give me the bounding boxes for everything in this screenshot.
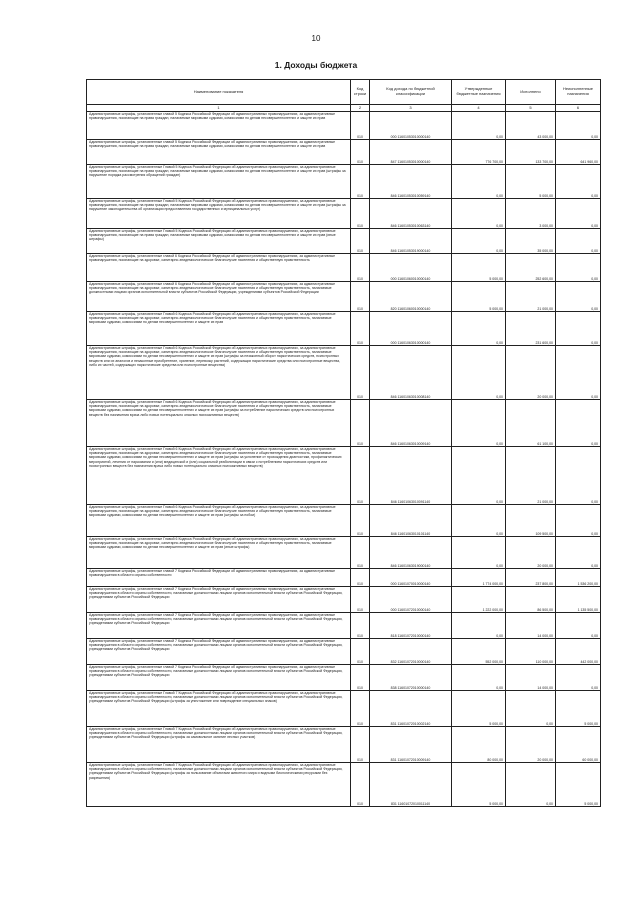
row-unexecuted: 1 135 500,00 (556, 587, 601, 613)
row-unexecuted: 0,00 (556, 537, 601, 569)
row-line-code: 010 (351, 763, 370, 807)
section-title: 1. Доходы бюджета (274, 60, 358, 70)
row-line-code: 010 (351, 199, 370, 229)
header-line-code: Код строки (351, 80, 370, 105)
row-approved: 0,00 (452, 537, 506, 569)
table-row (87, 400, 601, 447)
row-approved: 0,00 (452, 447, 506, 505)
row-line-code: 010 (351, 165, 370, 199)
row-income-code: 831 11601072010002140 (370, 691, 452, 727)
row-approved: 0,00 (452, 199, 506, 229)
row-executed: 20 000,00 (506, 346, 556, 400)
row-income-code: 846 11601063010101140 (370, 505, 452, 537)
row-line-code: 010 (351, 346, 370, 400)
row-unexecuted: 442 000,00 (556, 639, 601, 665)
row-approved: 5 000,00 (452, 763, 506, 807)
column-number: 3 (370, 105, 452, 112)
row-name: Административные штрафы, установленные главой 6 Кодекса Российской Федерации об административных правонарушениях, за административные правонарушения, посягающие на здоровье, санитарно-эпидемиологическое благополучие населения и общественную нравственность (87, 254, 351, 282)
row-name: Административные штрафы, установленные Главой 5 Кодекса Российской Федерации об административных правонарушениях, за административные правонарушения, посягающие на права граждан, налагаемые мировыми судьями, комиссиями по делам несовершеннолетних и защите их прав (штрафы за нарушение порядка рассмотрения обращений граждан) (87, 165, 351, 199)
row-income-code: 000 11601070010000140 (370, 569, 452, 587)
row-executed: 20 000,00 (506, 727, 556, 763)
row-approved: 1 222 000,00 (452, 587, 506, 613)
row-unexecuted: 0,00 (556, 199, 601, 229)
row-unexecuted: 641 960,00 (556, 140, 601, 165)
row-executed: 231 600,00 (506, 312, 556, 346)
row-line-code: 010 (351, 537, 370, 569)
row-name: Административные штрафы, установленные Главой 7 Кодекса Российской Федерации об административных правонарушениях, за административные правонарушения в области охраны собственности, налагаемые должностными лицами органов исполнительной власти субъектов Российской Федерации, учреждениями субъектов Российской Федерации (штрафы за самовольное занятие лесных участков) (87, 727, 351, 763)
row-approved: 0,00 (452, 165, 506, 199)
row-income-code: 846 11601053019000140 (370, 229, 452, 254)
row-approved: 0,00 (452, 400, 506, 447)
row-unexecuted: 0,00 (556, 282, 601, 312)
row-approved: 80 000,00 (452, 727, 506, 763)
row-approved: 0,00 (452, 613, 506, 639)
row-approved: 0,00 (452, 229, 506, 254)
row-line-code: 010 (351, 229, 370, 254)
row-name: Административные штрафы, установленные Главой 6 Кодекса Российской Федерации об административных правонарушениях, за административные правонарушения, посягающие на здоровье, санитарно-эпидемиологическое благополучие населения и общественную нравственность, налагаемые мировыми судьями, комиссиями по делам несовершеннолетних и защите их прав (штрафы за незаконный оборот наркотических средств, психотропных веществ или их аналогов и незаконные приобретение, хранение, перевозку растений, содержащих наркотические средства или психотропные вещества, либо их частей, содержащих наркотические средства или психотропные вещества) (87, 346, 351, 400)
row-executed: 133 700,00 (506, 140, 556, 165)
row-name: Административные штрафы, установленные Главой 6 Кодекса Российской Федерации об административных правонарушениях, за административные правонарушения, посягающие на здоровье, санитарно-эпидемиологическое благополучие населения и общественную нравственность, налагаемые мировыми судьями, комиссиями по делам несовершеннолетних и защите их прав (иные штрафы) (87, 537, 351, 569)
row-approved: 0,00 (452, 665, 506, 691)
table-row (87, 569, 601, 587)
row-unexecuted: 0,00 (556, 112, 601, 140)
header-name: Наименование показателя (87, 80, 351, 105)
header-approved: Утвержденные бюджетные назначения (452, 80, 506, 105)
table-row (87, 763, 601, 807)
row-income-code: 846 11601053010059140 (370, 165, 452, 199)
row-name: Административные штрафы, установленные Главой 5 Кодекса Российской Федерации об административных правонарушениях, за административные правонарушения, посягающие на права граждан, налагаемые мировыми судьями, комиссиями по делам несовершеннолетних и защите их прав (иные штрафы) (87, 229, 351, 254)
row-income-code: 831 11601072010009140 (370, 727, 452, 763)
header-unexecuted: Неисполненные назначения (556, 80, 601, 105)
table-row (87, 447, 601, 505)
table-row (87, 727, 601, 763)
row-name: Административные штрафы, установленные Главой 6 Кодекса Российской Федерации об административных правонарушениях, за административные правонарушения, посягающие на здоровье, санитарно-эпидемиологическое благополучие населения и общественную нравственность, налагаемые мировыми судьями, комиссиями по делам несовершеннолетних и защите их прав (штрафы за уклонение от прохождения диагностики, профилактических мероприятий, лечения от наркомании и (или) медицинской и (или) социальной реабилитации в связи с потреблением наркотических средств или психотропных веществ без назначения врача либо новых потенциально опасных психоактивных веществ) (87, 447, 351, 505)
row-line-code: 010 (351, 665, 370, 691)
row-executed: 21 000,00 (506, 447, 556, 505)
row-income-code: 818 11601072010000140 (370, 613, 452, 639)
revenue-table (86, 79, 601, 807)
row-line-code: 010 (351, 639, 370, 665)
row-line-code: 010 (351, 254, 370, 282)
header-executed: Исполнено (506, 80, 556, 105)
row-executed: 14 000,00 (506, 665, 556, 691)
row-line-code: 010 (351, 112, 370, 140)
column-number: 2 (351, 105, 370, 112)
table-body (87, 112, 601, 807)
row-approved: 776 700,00 (452, 140, 506, 165)
column-number: 1 (87, 105, 351, 112)
table-row (87, 587, 601, 613)
row-line-code: 010 (351, 727, 370, 763)
row-income-code: 838 11601072010000140 (370, 665, 452, 691)
row-executed: 35 000,00 (506, 229, 556, 254)
row-income-code: 000 11601060010000140 (370, 254, 452, 282)
row-approved: 5 000,00 (452, 282, 506, 312)
row-name: Административные штрафы, установленные Главой 7 Кодекса Российской Федерации об административных правонарушениях, за административные правонарушения в области охраны собственности, налагаемые должностными лицами органов исполнительной власти субъектов Российской Федерации, учреждениями субъектов Российской Федерации (штрафы за уничтожение или повреждение специальных знаков) (87, 691, 351, 727)
table-row (87, 229, 601, 254)
row-approved: 0,00 (452, 346, 506, 400)
row-executed: 109 500,00 (506, 505, 556, 537)
row-executed: 237 800,00 (506, 569, 556, 587)
row-unexecuted: 0,00 (556, 229, 601, 254)
table-row (87, 613, 601, 639)
column-number: 4 (452, 105, 506, 112)
row-line-code: 010 (351, 282, 370, 312)
row-line-code: 010 (351, 505, 370, 537)
table-row (87, 505, 601, 537)
row-line-code: 010 (351, 691, 370, 727)
table-row (87, 639, 601, 665)
table-row (87, 346, 601, 400)
row-name: Административные штрафы, установленные Главой 6 Кодекса Российской Федерации об административных правонарушениях, за административные правонарушения, посягающие на здоровье, санитарно-эпидемиологическое благополучие населения и общественную нравственность, налагаемые мировыми судьями, комиссиями по делам несовершеннолетних и защите их прав (штрафы за побои) (87, 505, 351, 537)
row-line-code: 010 (351, 587, 370, 613)
row-unexecuted: 0,00 (556, 346, 601, 400)
table-row (87, 254, 601, 282)
row-name: Административные штрафы, установленные главой 7 Кодекса Российской Федерации об административных правонарушениях, за административные правонарушения в области охраны собственности, налагаемые должностными лицами органов исполнительной власти субъектов Российской Федерации, учреждениями субъектов Российской Федерации (87, 613, 351, 639)
column-number: 6 (556, 105, 601, 112)
table-row (87, 140, 601, 165)
table-row (87, 112, 601, 140)
row-unexecuted: 0,00 (556, 505, 601, 537)
row-unexecuted: 0,00 (556, 665, 601, 691)
row-name: Административные штрафы, установленные Главой 7 Кодекса Российской Федерации об административных правонарушениях, за административные правонарушения в области охраны собственности, налагаемые должностными лицами органов исполнительной власти субъектов Российской Федерации, учреждениями субъектов Российской Федерации (штрафы за пользование объектами животного мира и водными биологическими ресурсами без разрешения) (87, 763, 351, 807)
row-unexecuted: 0,00 (556, 613, 601, 639)
row-income-code: 832 11601072010000140 (370, 639, 452, 665)
row-income-code: 846 11601063010008140 (370, 346, 452, 400)
row-name: Административные штрафы, установленные Главой 6 Кодекса Российской Федерации об административных правонарушениях, за административные правонарушения, посягающие на здоровье, санитарно-эпидемиологическое благополучие населения и общественную нравственность, налагаемые мировыми судьями, комиссиями по делам несовершеннолетних и защите их прав (штрафы за потребление наркотических средств или психотропных веществ без назначения врача либо новых потенциально опасных психоактивных веществ) (87, 400, 351, 447)
row-name: Административные штрафы, установленные главой 7 Кодекса Российской Федерации об административных правонарушениях, за административные правонарушения в области охраны собственности, налагаемые должностными лицами органов исполнительной власти субъектов Российской Федерации, учреждениями субъектов Российской Федерации (87, 639, 351, 665)
page-number: 10 (311, 34, 321, 43)
table-row (87, 537, 601, 569)
row-name: Административные штрафы, установленные главой 7 Кодекса Российской Федерации об административных правонарушениях, за административные правонарушения в области охраны собственности, налагаемые должностными лицами органов исполнительной власти субъектов Российской Федерации, учреждениями субъектов Российской Федерации (87, 587, 351, 613)
row-unexecuted: 5 000,00 (556, 691, 601, 727)
row-income-code: 846 11601053010063140 (370, 199, 452, 229)
row-executed: 252 600,00 (506, 254, 556, 282)
row-line-code: 010 (351, 140, 370, 165)
column-number-row (87, 105, 601, 112)
row-name: Административные штрафы, установленные главой 5 Кодекса Российской Федерации об административных правонарушениях, за административные правонарушения, посягающие на права граждан, налагаемые мировыми судьями, комиссиями по делам несовершеннолетних и защите их прав (87, 140, 351, 165)
row-executed: 3 000,00 (506, 199, 556, 229)
row-income-code: 847 11601053010000140 (370, 140, 452, 165)
row-income-code: 000 11601053010000140 (370, 112, 452, 140)
row-line-code: 010 (351, 400, 370, 447)
row-executed: 61 100,00 (506, 400, 556, 447)
row-executed: 110 000,00 (506, 639, 556, 665)
row-income-code: 000 11601072010000140 (370, 587, 452, 613)
row-unexecuted: 0,00 (556, 254, 601, 282)
row-name: Административные штрафы, установленные главой 6 Кодекса Российской Федерации об административных правонарушениях, за административные правонарушения, посягающие на здоровье, санитарно-эпидемиологическое благополучие населения и общественную нравственность, налагаемые должностными лицами органов исполнительной власти субъектов Российской Федерации, учреждениями субъектов Российской Федерации (87, 282, 351, 312)
row-approved: 0,00 (452, 312, 506, 346)
row-approved: 552 000,00 (452, 639, 506, 665)
row-unexecuted: 1 536 200,00 (556, 569, 601, 587)
row-executed: 14 000,00 (506, 613, 556, 639)
row-unexecuted: 5 000,00 (556, 763, 601, 807)
row-unexecuted: 0,00 (556, 165, 601, 199)
table-row (87, 691, 601, 727)
row-approved: 5 000,00 (452, 691, 506, 727)
row-line-code: 010 (351, 569, 370, 587)
row-executed: 21 000,00 (506, 282, 556, 312)
header-income-code: Код дохода по бюджетной классификации (370, 80, 452, 105)
table-row (87, 165, 601, 199)
row-approved: 5 000,00 (452, 254, 506, 282)
column-number: 5 (506, 105, 556, 112)
row-name: Административные штрафы, установленные главой 5 Кодекса Российской Федерации об административных правонарушениях, за административные правонарушения, посягающие на права граждан, налагаемые мировыми судьями, комиссиями по делам несовершеннолетних и защите их прав (87, 112, 351, 140)
row-income-code: 000 11601063010000140 (370, 312, 452, 346)
table-header-row (87, 80, 601, 105)
row-line-code: 010 (351, 312, 370, 346)
table-row (87, 282, 601, 312)
row-line-code: 010 (351, 447, 370, 505)
row-executed: 43 000,00 (506, 112, 556, 140)
row-name: Административные штрафы, установленные главой 7 Кодекса Российской Федерации об административных правонарушениях, за административные правонарушения в области охраны собственности (87, 569, 351, 587)
row-income-code: 820 11601060010000140 (370, 282, 452, 312)
row-approved: 0,00 (452, 505, 506, 537)
row-unexecuted: 60 000,00 (556, 727, 601, 763)
table-row (87, 199, 601, 229)
row-income-code: 846 11601063010091140 (370, 447, 452, 505)
row-unexecuted: 0,00 (556, 400, 601, 447)
row-executed: 0,00 (506, 691, 556, 727)
table-row (87, 665, 601, 691)
row-name: Административные штрафы, установленные Главой 5 Кодекса Российской Федерации об административных правонарушениях, за административные правонарушения, посягающие на права граждан, налагаемые мировыми судьями, комиссиями по делам несовершеннолетних и защите их прав (штрафы за нарушение законодательства об организации предоставления государственных и муниципальных услуг) (87, 199, 351, 229)
row-executed: 86 500,00 (506, 587, 556, 613)
row-name: Административные штрафы, установленные Главой 6 Кодекса Российской Федерации об административных правонарушениях, за административные правонарушения, посягающие на здоровье, санитарно-эпидемиологическое благополучие населения и общественную нравственность, налагаемые мировыми судьями, комиссиями по делам несовершеннолетних и защите их прав (87, 312, 351, 346)
row-executed: 20 000,00 (506, 537, 556, 569)
row-unexecuted: 0,00 (556, 447, 601, 505)
row-unexecuted: 0,00 (556, 312, 601, 346)
row-income-code: 846 11601063010009140 (370, 400, 452, 447)
row-approved: 1 774 000,00 (452, 569, 506, 587)
table-row (87, 312, 601, 346)
row-income-code: 831 11601072010011140 (370, 763, 452, 807)
row-income-code: 846 11601063019000140 (370, 537, 452, 569)
row-executed: 0,00 (506, 763, 556, 807)
row-line-code: 010 (351, 613, 370, 639)
row-name: Административные штрафы, установленные главой 7 Кодекса Российской Федерации об административных правонарушениях, за административные правонарушения в области охраны собственности, налагаемые должностными лицами органов исполнительной власти субъектов Российской Федерации, учреждениями субъектов Российской Федерации (87, 665, 351, 691)
row-executed: 5 000,00 (506, 165, 556, 199)
row-approved: 0,00 (452, 112, 506, 140)
